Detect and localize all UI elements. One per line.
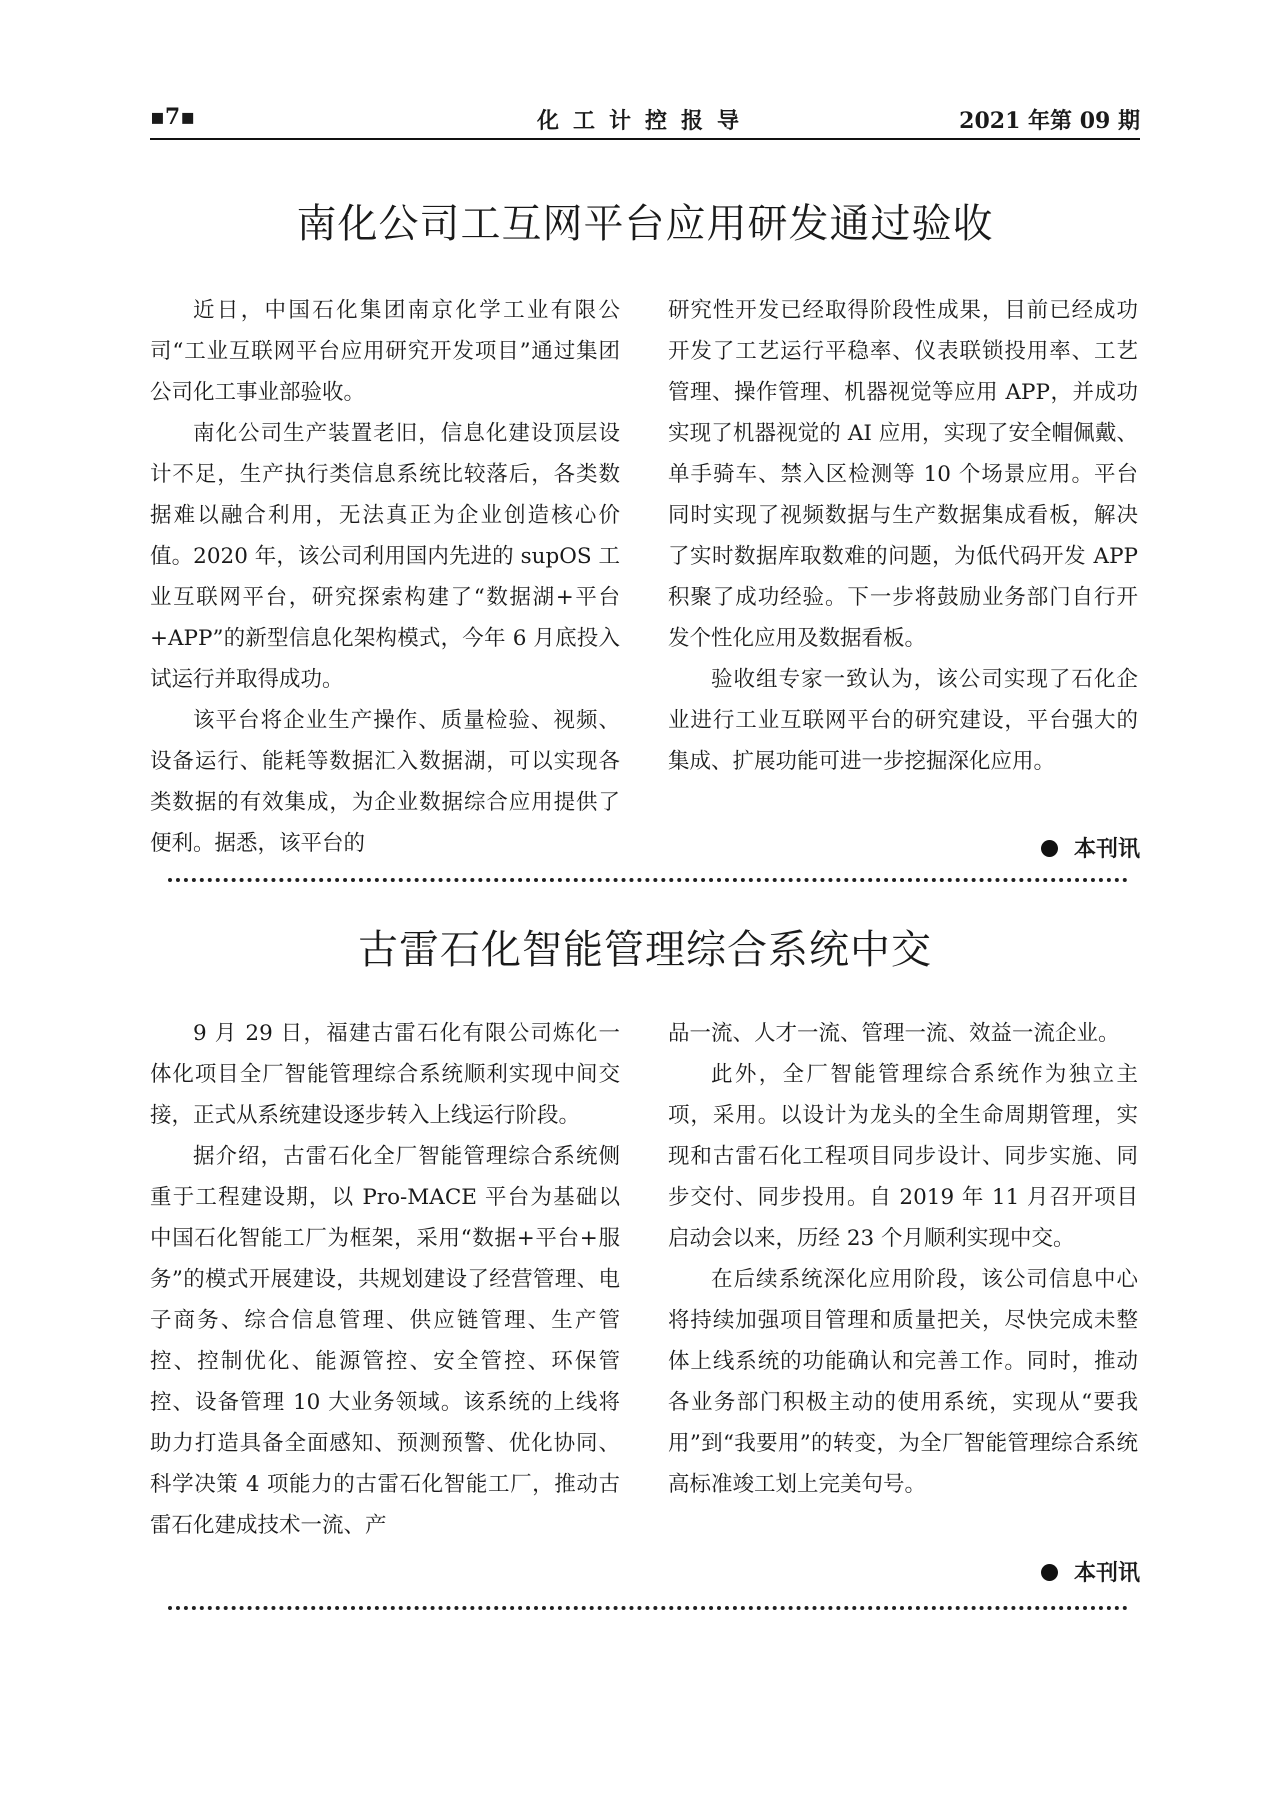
article-1-byline: [1041, 832, 1140, 863]
paragraph: 在后续系统深化应用阶段，该公司信息中心将持续加强项目管理和质量把关，尽快完成未整体上线系统的功能确认和完善工作。同时，推动各业务部门积极主动的使用系统，实现从“要我用”到“我要用”的转变，为全厂智能管理综合系统高标准竣工划上完美句号。: [668, 1267, 1138, 1497]
article-2-byline: [1041, 1556, 1140, 1587]
byline-text: 本刊讯: [1073, 837, 1140, 862]
journal-name: 化工计控报导: [536, 108, 753, 134]
article-2-title: 古雷石化智能管理综合系统中交: [358, 927, 932, 973]
issue-label: 2021 年第 09 期: [959, 108, 1140, 134]
article-1-title: 南化公司工互网平台应用研发通过验收: [296, 201, 994, 247]
paragraph: 品一流、人才一流、管理一流、效益一流企业。: [668, 1021, 1120, 1046]
page-header: [150, 100, 1140, 140]
paragraph: 研究性开发已经取得阶段性成果，目前已经成功开发了工艺运行平稳率、仪表联锁投用率、工艺管理、操作管理、机器视觉等应用 APP，并成功实现了机器视觉的 AI 应用，实现了安全帽佩戴、单手骑车、禁入区检测等 10 个场景应用。平台同时实现了视频数据与生产数据集成看板，解决了实时数据库取数难的问题，为低代码开发 APP 积聚了成功经验。下一步将鼓励业务部门自行开发个性化应用及数据看板。: [668, 298, 1138, 651]
paragraph: 验收组专家一致认为，该公司实现了石化企业进行工业互联网平台的研究建设，平台强大的集成、扩展功能可进一步挖掘深化应用。: [668, 667, 1138, 774]
paragraph: 此外，全厂智能管理综合系统作为独立主项，采用。以设计为龙头的全生命周期管理，实现和古雷石化工程项目同步设计、同步实施、同步交付、同步投用。自 2019 年 11 月召开项目启动会以来，历经 23 个月顺利实现中交。: [668, 1062, 1138, 1251]
paragraph: 据介绍，古雷石化全厂智能管理综合系统侧重于工程建设期，以 Pro-MACE 平台为基础以中国石化智能工厂为框架，采用“数据+平台+服务”的模式开展建设，共规划建设了经营管理、电子商务、综合信息管理、供应链管理、生产管控、控制优化、能源管控、安全管控、环保管控、设备管理 10 大业务领域。该系统的上线将助力打造具备全面感知、预测预警、优化协同、科学决策 4 项能力的古雷石化智能工厂，推动古雷石化建成技术一流、产: [150, 1144, 620, 1538]
paragraph: 9 月 29 日，福建古雷石化有限公司炼化一体化项目全厂智能管理综合系统顺利实现中间交接，正式从系统建设逐步转入上线运行阶段。: [150, 1021, 620, 1128]
page-number: ▪7▪: [150, 104, 196, 130]
article-1-right-column: [668, 290, 1138, 782]
byline-text: 本刊讯: [1073, 1561, 1140, 1586]
bullet-icon: [1041, 1564, 1058, 1581]
article-2-right-column: [668, 1013, 1138, 1505]
article-2-left-column: [150, 1013, 620, 1546]
section-divider: [168, 878, 1128, 882]
paragraph: 南化公司生产装置老旧，信息化建设顶层设计不足，生产执行类信息系统比较落后，各类数据难以融合利用，无法真正为企业创造核心价值。2020 年，该公司利用国内先进的 supOS 工业互联网平台，研究探索构建了“数据湖+平台+APP”的新型信息化架构模式，今年 6 月底投入试运行并取得成功。: [150, 421, 620, 692]
article-1-left-column: [150, 290, 620, 864]
paragraph: 该平台将企业生产操作、质量检验、视频、设备运行、能耗等数据汇入数据湖，可以实现各类数据的有效集成，为企业数据综合应用提供了便利。据悉，该平台的: [150, 708, 620, 856]
bullet-icon: [1041, 840, 1058, 857]
paragraph: 近日，中国石化集团南京化学工业有限公司“工业互联网平台应用研究开发项目”通过集团公司化工事业部验收。: [150, 298, 620, 405]
section-divider: [168, 1606, 1128, 1610]
